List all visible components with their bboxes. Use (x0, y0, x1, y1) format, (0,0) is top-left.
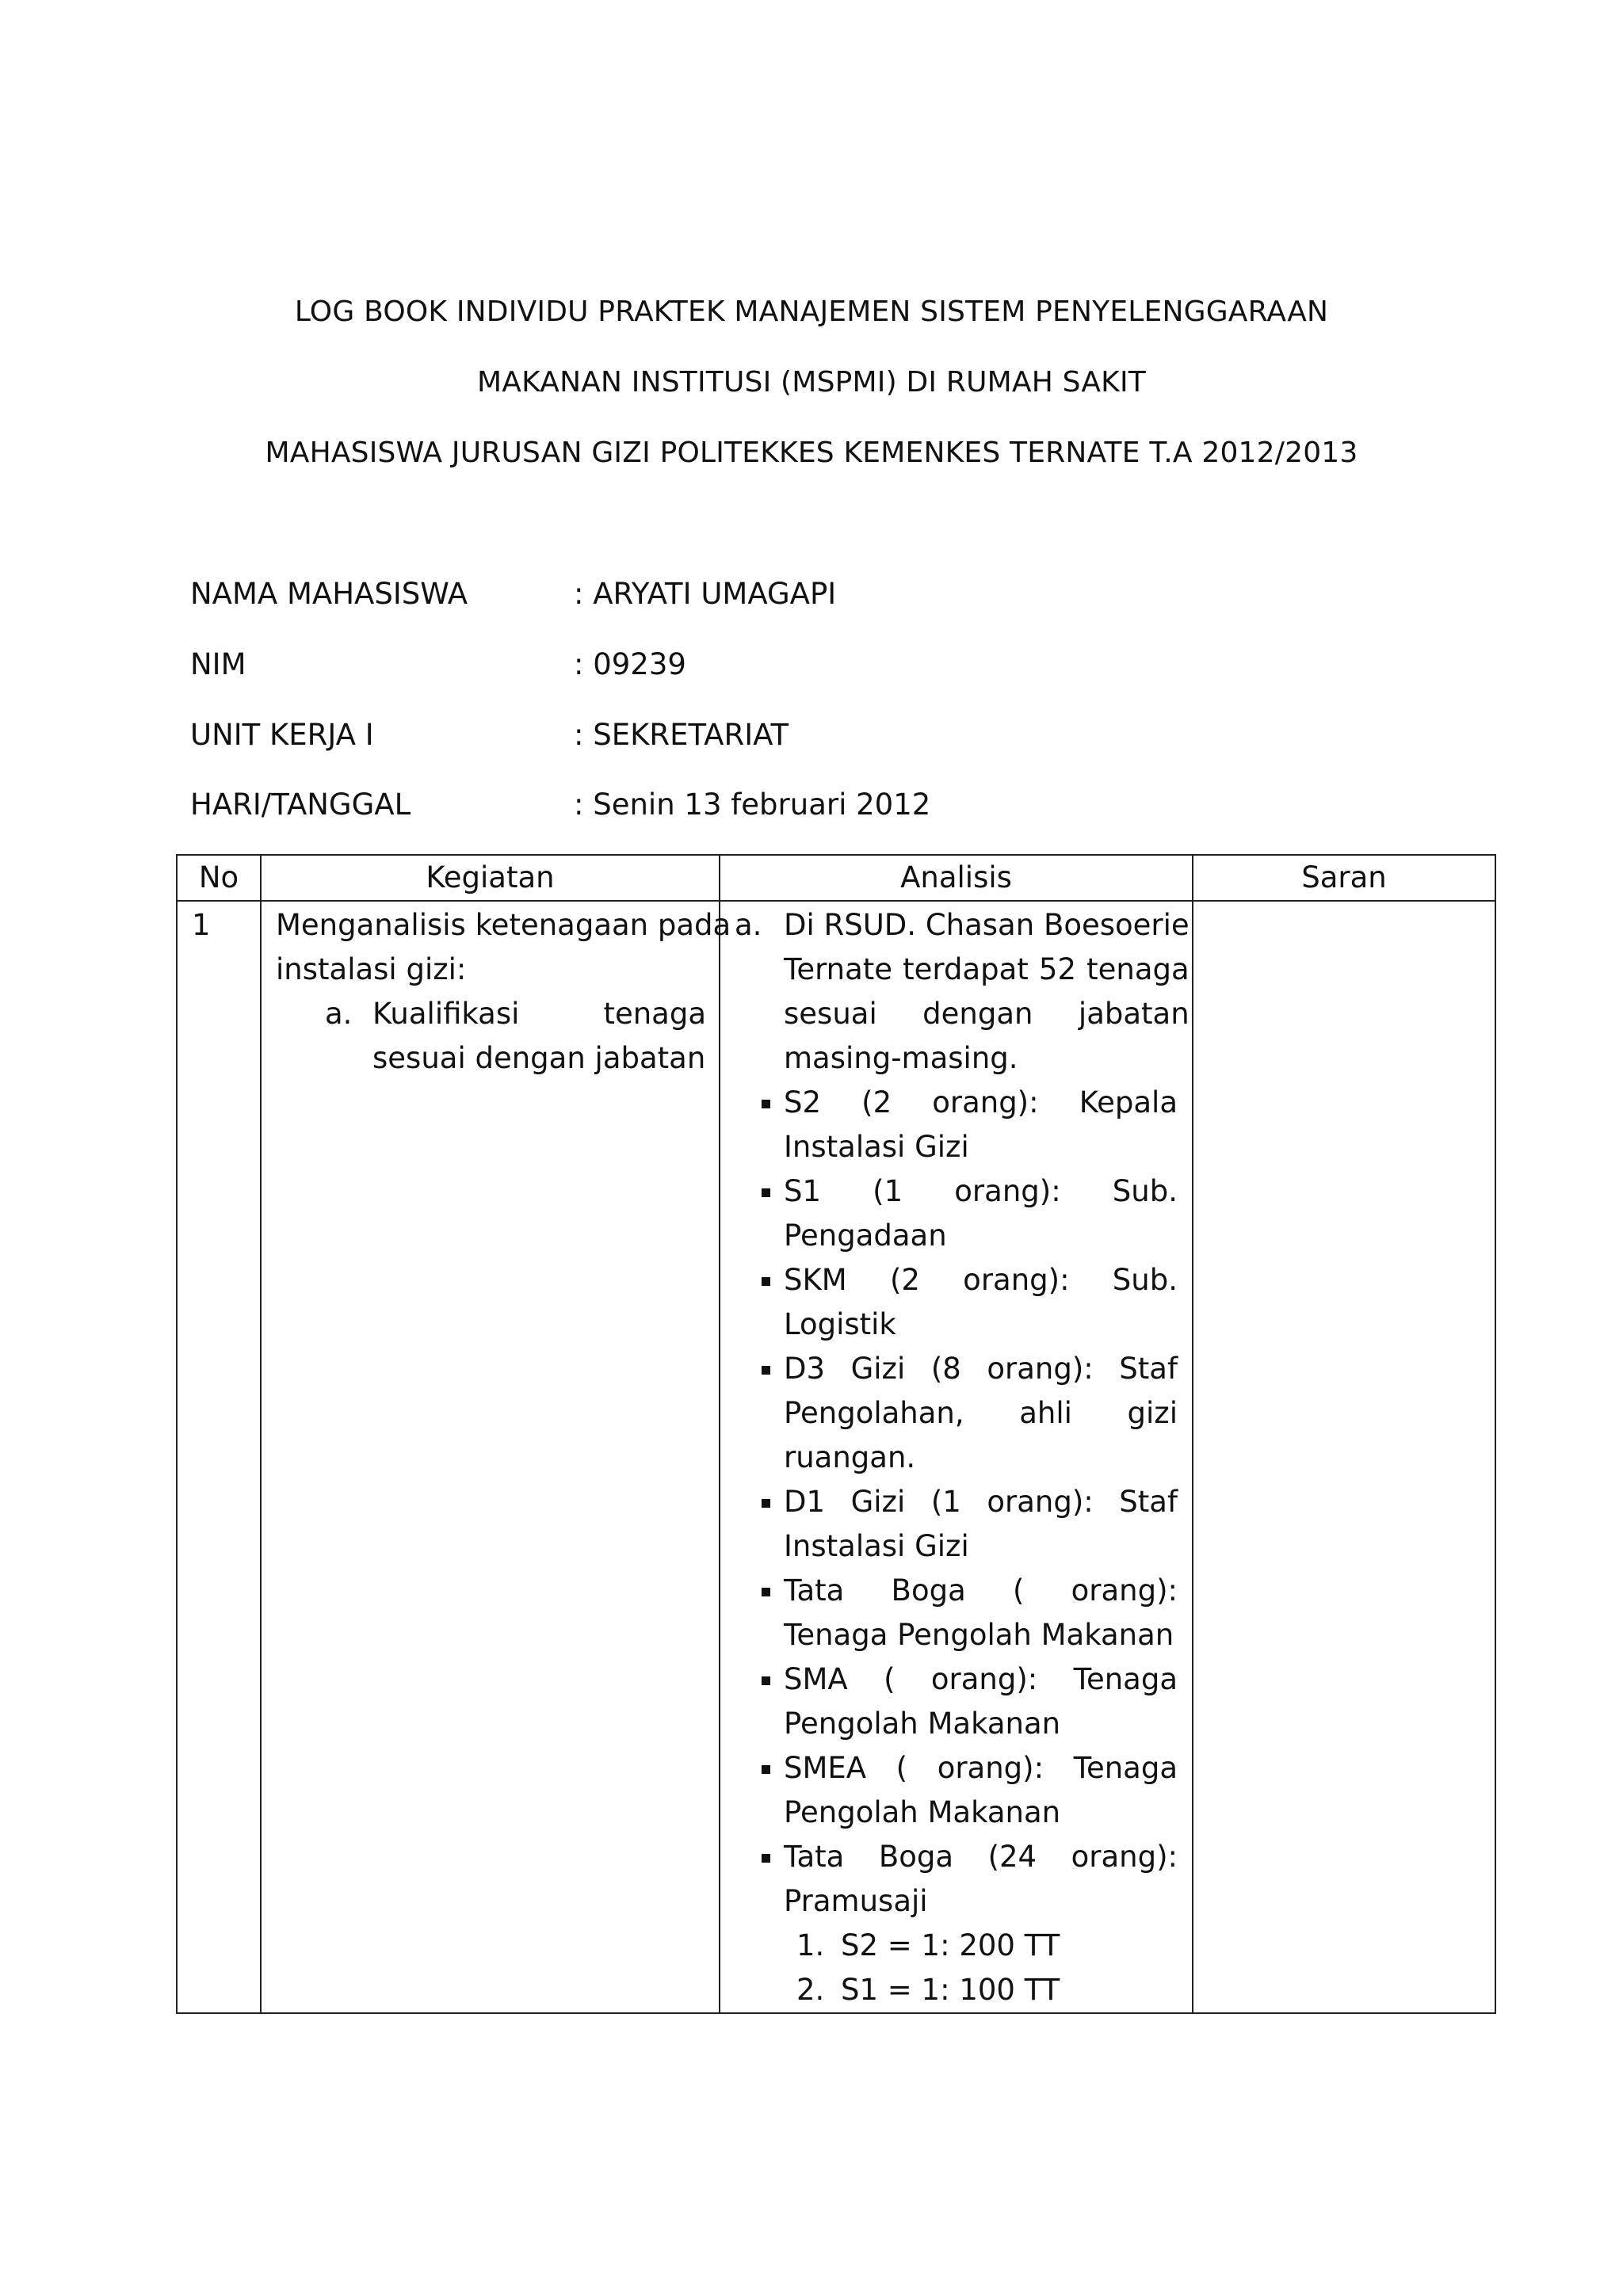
bullet-line: D1 Gizi (1 orang): Staf (784, 1485, 1178, 1519)
list-marker: a. (735, 908, 762, 942)
cell-analisis (720, 901, 1193, 2013)
analisis-line: sesuai dengan jabatan (784, 997, 1190, 1031)
info-label-nama: NAMA MAHASISWA (190, 577, 468, 611)
cell-kegiatan (261, 901, 731, 2013)
list-item (758, 1480, 1178, 1569)
numbered-text: S1 = 1: 100 TT (841, 1973, 1060, 2007)
bullet-line: Pengolah Makanan (784, 1795, 1061, 1829)
cell-saran (1193, 901, 1495, 2013)
analisis-item-a (735, 903, 1190, 1081)
list-item (758, 1347, 1178, 1480)
list-item (758, 1746, 1178, 1835)
bullet-line: SKM (2 orang): Sub. (784, 1263, 1178, 1297)
title-line-2: MAKANAN INSTITUSI (MSPMI) DI RUMAH SAKIT (476, 366, 1146, 399)
bullet-square-icon (758, 1746, 784, 1835)
list-marker: 2. (796, 1973, 825, 2007)
cell-no: 1 (177, 901, 261, 2013)
list-item (758, 1657, 1178, 1746)
title-line-1: LOG BOOK INDIVIDU PRAKTEK MANAJEMEN SISTEM PENYELENGGARAAN (294, 296, 1329, 328)
bullet-square-icon (758, 1569, 784, 1657)
analisis-line: masing-masing. (784, 1041, 1018, 1075)
info-label-hari-tanggal: HARI/TANGGAL (190, 788, 411, 822)
info-value-nama: : ARYATI UMAGAPI (574, 577, 837, 611)
bullet-line: Instalasi Gizi (784, 1130, 969, 1164)
info-label-unit-kerja: UNIT KERJA I (190, 718, 374, 752)
kegiatan-sub-item (325, 992, 706, 1081)
list-item (758, 1569, 1178, 1657)
bullet-square-icon (758, 1835, 784, 1924)
bullet-square-icon (758, 1258, 784, 1347)
kegiatan-sub-line: sesuai dengan jabatan (372, 1041, 706, 1075)
list-item (758, 1835, 1178, 1924)
bullet-square-icon (758, 1169, 784, 1258)
bullet-square-icon (758, 1347, 784, 1480)
kegiatan-text-line: Menganalisis ketenagaan pada (276, 908, 731, 942)
bullet-line: S2 (2 orang): Kepala (784, 1085, 1178, 1119)
bullet-line: ruangan. (784, 1440, 916, 1474)
kegiatan-text-line: instalasi gizi: (276, 952, 467, 986)
bullet-line: Logistik (784, 1307, 896, 1341)
numbered-item (796, 1924, 1178, 1968)
table-row (177, 901, 1495, 2013)
numbered-item (796, 1968, 1178, 2012)
list-marker: a. (325, 997, 353, 1031)
bullet-line: SMA ( orang): Tenaga (784, 1662, 1178, 1696)
bullet-square-icon (758, 1657, 784, 1746)
log-table (176, 854, 1496, 2014)
numbered-text: S2 = 1: 200 TT (841, 1928, 1060, 1962)
bullet-square-icon (758, 1081, 784, 1169)
bullet-square-icon (758, 1480, 784, 1569)
list-item (758, 1258, 1178, 1347)
header-kegiatan: Kegiatan (261, 855, 720, 901)
bullet-line: Tenaga Pengolah Makanan (784, 1618, 1174, 1652)
bullet-line: Instalasi Gizi (784, 1529, 969, 1563)
bullet-line: Pengadaan (784, 1219, 947, 1253)
list-item (758, 1169, 1178, 1258)
bullet-line: Tata Boga ( orang): (784, 1573, 1178, 1608)
bullet-line: SMEA ( orang): Tenaga (784, 1751, 1178, 1785)
info-label-nim: NIM (190, 647, 246, 681)
list-marker: 1. (796, 1928, 825, 1962)
header-no: No (177, 855, 261, 901)
header-analisis: Analisis (720, 855, 1193, 901)
header-saran: Saran (1193, 855, 1495, 901)
info-value-nim: : 09239 (574, 647, 686, 681)
bullet-line: Pengolah Makanan (784, 1707, 1061, 1741)
bullet-line: Pramusaji (784, 1884, 928, 1918)
info-value-unit-kerja: : SEKRETARIAT (574, 718, 789, 752)
bullet-line: Tata Boga (24 orang): (784, 1840, 1178, 1874)
analisis-line: Di RSUD. Chasan Boesoerie (784, 908, 1190, 942)
bullet-line: S1 (1 orang): Sub. (784, 1174, 1178, 1208)
list-item (758, 1081, 1178, 1169)
title-line-3: MAHASISWA JURUSAN GIZI POLITEKKES KEMENKES TERNATE T.A 2012/2013 (265, 437, 1358, 469)
bullet-line: Pengolahan, ahli gizi (784, 1396, 1178, 1430)
bullet-line: D3 Gizi (8 orang): Staf (784, 1352, 1178, 1386)
kegiatan-sub-line: Kualifikasi tenaga (372, 997, 706, 1031)
info-value-hari-tanggal: : Senin 13 februari 2012 (574, 788, 931, 822)
analisis-line: Ternate terdapat 52 tenaga (784, 952, 1190, 986)
table-header-row (177, 855, 1495, 901)
